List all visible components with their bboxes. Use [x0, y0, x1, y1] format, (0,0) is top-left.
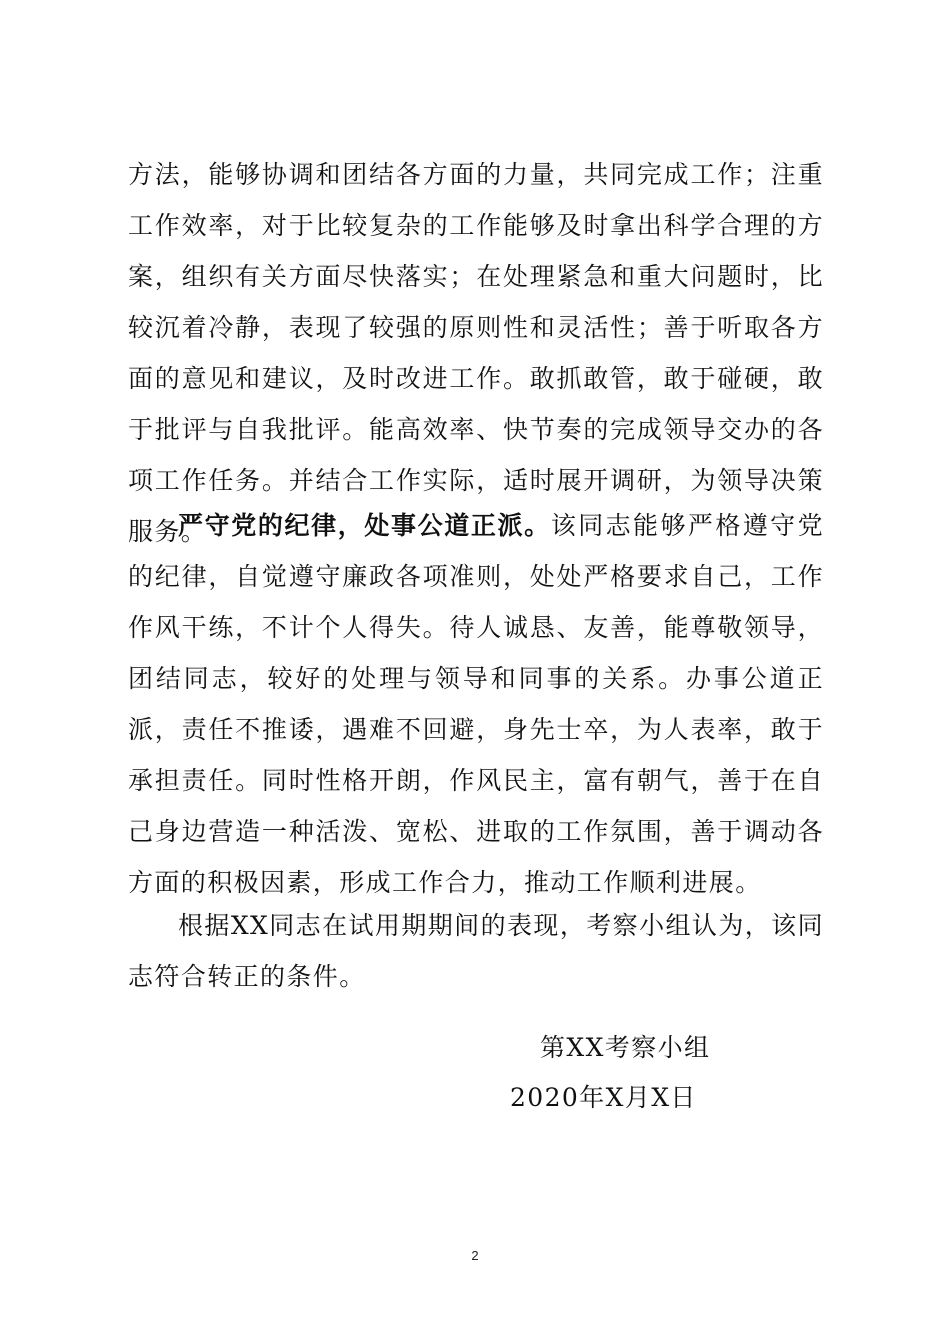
signature-date: 2020年X月X日 [510, 1083, 697, 1112]
signature-organization: 第XX考察小组 [540, 1033, 711, 1062]
paragraph-2-body: 该同志能够严格遵守党的纪律，自觉遵守廉政各项准则，处处严格要求自己，工作作风干练，不计个人得失。待人诚恳、友善，能尊敬领导，团结同志，较好的处理与领导和同事的关系。办事公道正派，责任不推诿，遇难不回避，身先士卒，为人表率，敢于承担责任。同时性格开朗，作风民主，富有朝气，善于在自己身边营造一种活泼、宽松、进取的工作氛围，善于调动各方面的积极因素，形成工作合力，推动工作顺利进展。 [128, 511, 824, 897]
paragraph-2 [128, 500, 824, 908]
page-number: 2 [471, 1248, 479, 1263]
paragraph-1-text: 方法，能够协调和团结各方面的力量，共同完成工作；注重工作效率，对于比较复杂的工作能够及时拿出科学合理的方案，组织有关方面尽快落实；在处理紧急和重大问题时，比较沉着冷静，表现了较强的原则性和灵活性；善于听取各方面的意见和建议，及时改进工作。敢抓敢管，敢于碰硬，敢于批评与自我批评。能高效率、快节奏的完成领导交办的各项工作任务。并结合工作实际，适时展开调研，为领导决策服务。 [128, 160, 824, 546]
paragraph-3 [128, 900, 824, 1002]
paragraph-2-heading: 严守党的纪律，处事公道正派。 [178, 511, 551, 540]
paragraph-1 [128, 149, 824, 557]
paragraph-2-text [128, 500, 824, 908]
paragraph-3-text: 根据XX同志在试用期期间的表现，考察小组认为，该同志符合转正的条件。 [128, 911, 824, 991]
